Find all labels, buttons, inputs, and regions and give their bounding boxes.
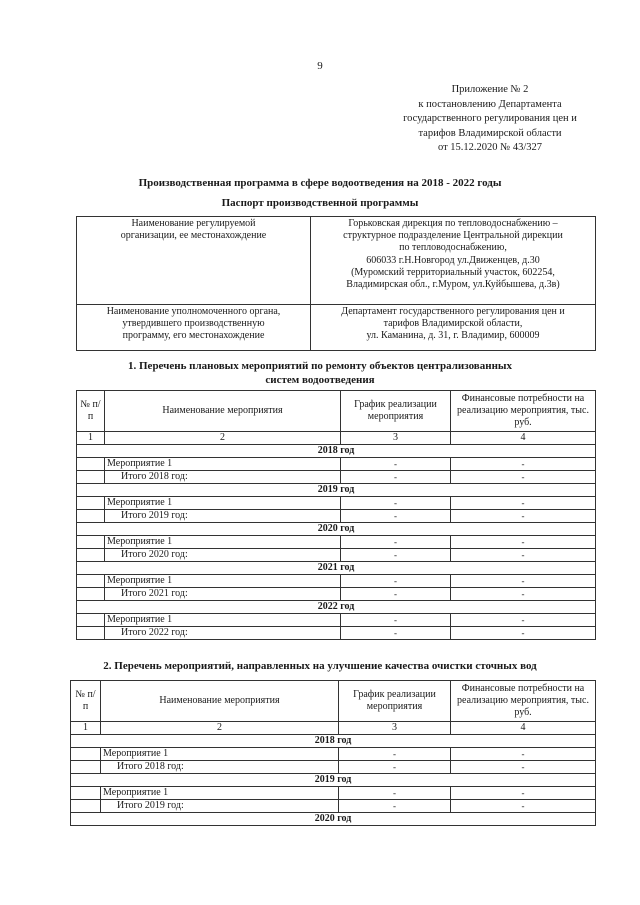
section2-title: 2. Перечень мероприятий, направленных на улучшение качества очистки сточных вод	[103, 660, 537, 672]
table-row: Мероприятие 1 - -	[77, 497, 596, 510]
document-title: Производственная программа в сфере водоотведения на 2018 - 2022 годы	[138, 177, 502, 189]
table-row: Мероприятие 1 - -	[77, 575, 596, 588]
appendix-line: тарифов Владимирской области	[418, 127, 562, 139]
passport-row-authority	[77, 304, 596, 350]
page-number: 9	[317, 60, 323, 72]
table-row: Мероприятие 1 - -	[77, 614, 596, 627]
passport-label: Наименование регулируемой организации, ее местонахождение	[77, 217, 311, 305]
table-row-total: Итого 2019 год: - -	[77, 510, 596, 523]
year-row: 2020 год	[77, 523, 596, 536]
section2-table	[70, 680, 596, 826]
appendix-line: Приложение № 2	[451, 84, 529, 95]
column-number: 2	[101, 722, 339, 735]
column-number-row	[77, 432, 596, 445]
header-schedule: График реализации мероприятия	[341, 391, 451, 432]
year-row: 2020 год	[71, 813, 596, 826]
passport-label: Наименование уполномоченного органа, утвердившего производственную программу, его местонахождение	[77, 304, 311, 350]
header-finance: Финансовые потребности на реализацию мероприятия, тыс. руб.	[451, 391, 596, 432]
passport-value: Горьковская дирекция по тепловодоснабжению – структурное подразделение Центральной дирекции по тепловодоснабжению, 606033 г.Н.Новгород ул.Движенцев, д.30 (Муромский территориальный участок, 602254, Владимирская обл., г.Муром, ул.Куйбышева, д.3в)	[311, 217, 596, 305]
header-schedule: График реализации мероприятия	[339, 681, 451, 722]
passport-title: Паспорт производственной программы	[221, 197, 419, 209]
table-row: Мероприятие 1 - -	[77, 458, 596, 471]
appendix-line: государственного регулирования цен и	[403, 113, 577, 124]
table-row: Мероприятие 1 - -	[71, 748, 596, 761]
column-number: 4	[451, 722, 596, 735]
passport-table	[76, 216, 596, 351]
appendix-line: к постановлению Департамента	[418, 98, 562, 110]
year-row: 2021 год	[77, 562, 596, 575]
column-number: 1	[71, 722, 101, 735]
passport-row-organization	[77, 217, 596, 305]
header-num: № п/п	[71, 681, 101, 722]
table-row-total: Итого 2022 год: - -	[77, 627, 596, 640]
column-number-row	[71, 722, 596, 735]
table-row-total: Итого 2018 год: - -	[77, 471, 596, 484]
header-name: Наименование мероприятия	[105, 391, 341, 432]
table-row-total: Итого 2019 год: - -	[71, 800, 596, 813]
column-number: 3	[339, 722, 451, 735]
column-number: 4	[451, 432, 596, 445]
section1-title: 1. Перечень плановых мероприятий по ремонту объектов централизованных систем водоотведения	[128, 360, 512, 386]
table-row-total: Итого 2020 год: - -	[77, 549, 596, 562]
year-row: 2018 год	[77, 445, 596, 458]
header-finance: Финансовые потребности на реализацию мероприятия, тыс. руб.	[451, 681, 596, 722]
table-row: Мероприятие 1 - -	[71, 787, 596, 800]
table-header-row	[77, 391, 596, 432]
table-row: Мероприятие 1 - -	[77, 536, 596, 549]
table-header-row	[71, 681, 596, 722]
appendix-caption	[390, 83, 590, 156]
table-row-total: Итого 2021 год: - -	[77, 588, 596, 601]
table-row-total: Итого 2018 год: - -	[71, 761, 596, 774]
year-row: 2019 год	[77, 484, 596, 497]
header-name: Наименование мероприятия	[101, 681, 339, 722]
column-number: 1	[77, 432, 105, 445]
column-number: 3	[341, 432, 451, 445]
year-row: 2019 год	[71, 774, 596, 787]
column-number: 2	[105, 432, 341, 445]
appendix-line: от 15.12.2020 № 43/327	[437, 142, 542, 153]
header-num: № п/п	[77, 391, 105, 432]
passport-value: Департамент государственного регулирования цен и тарифов Владимирской области, ул. Каманина, д. 31, г. Владимир, 600009	[311, 304, 596, 350]
year-row: 2018 год	[71, 735, 596, 748]
section1-table	[76, 390, 596, 640]
year-row: 2022 год	[77, 601, 596, 614]
